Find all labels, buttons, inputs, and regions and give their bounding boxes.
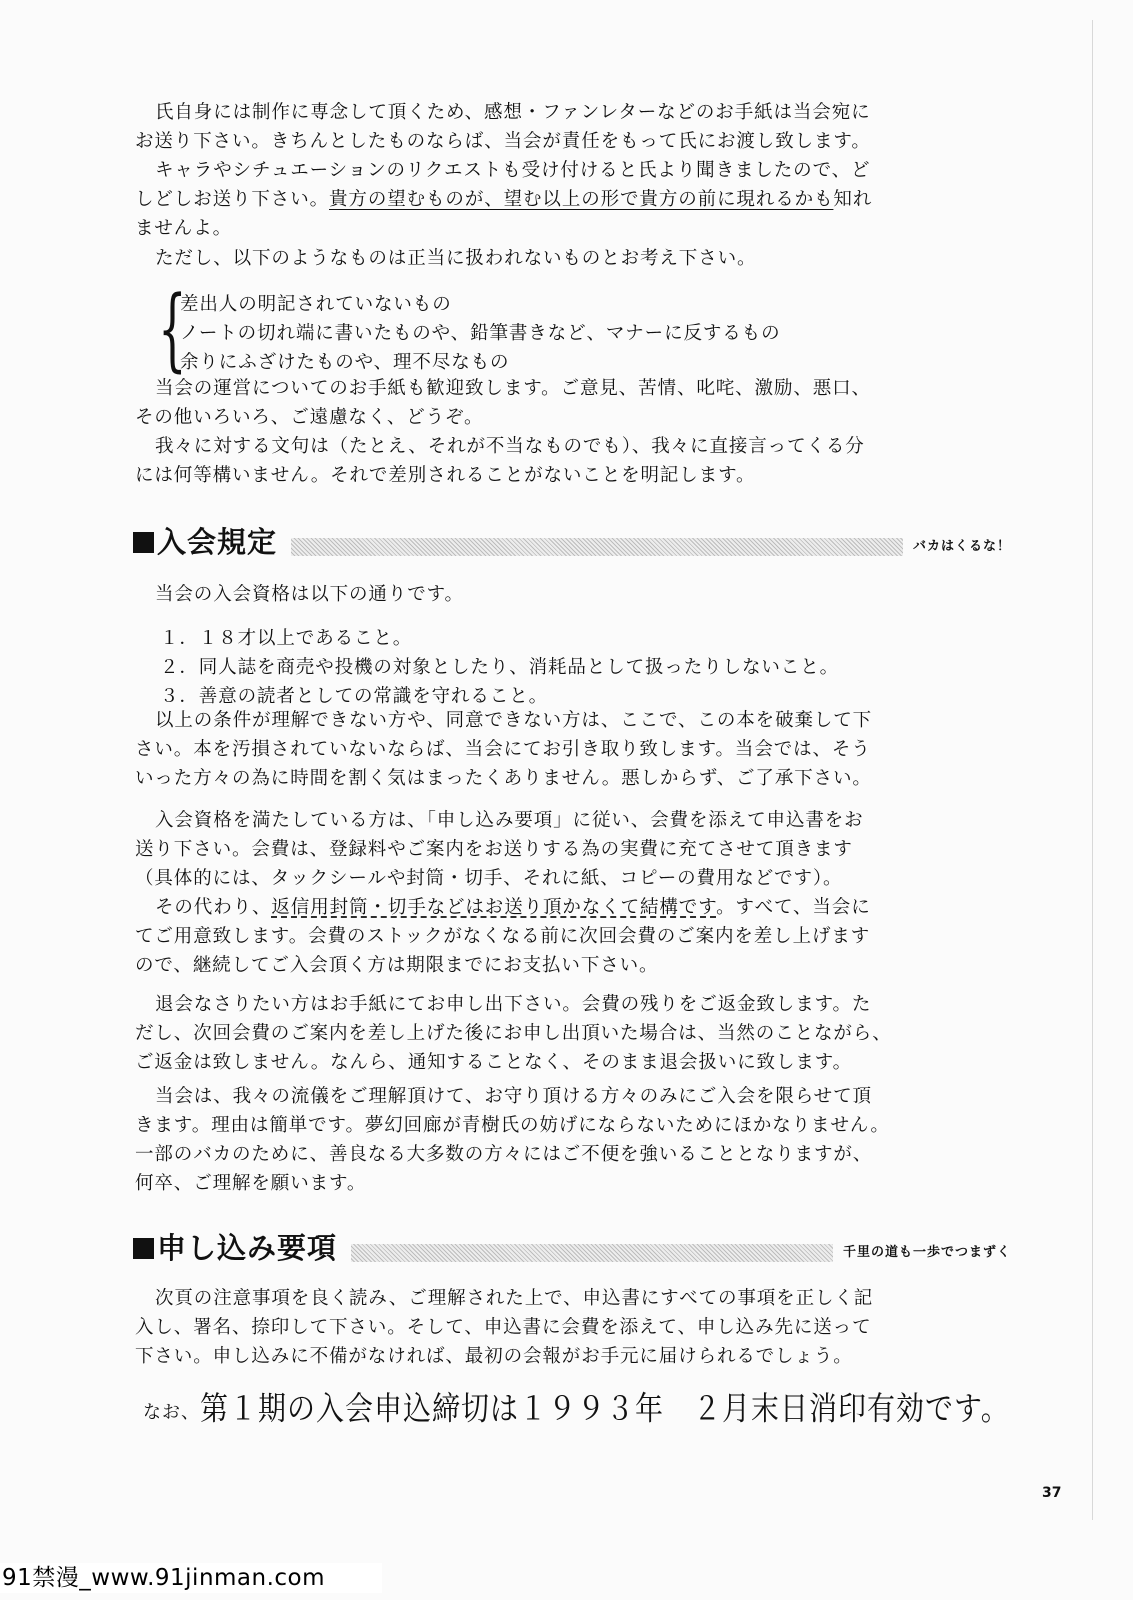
underlined-text: 貴方の望むものが、望む以上の形で貴方の前に現れるかも (329, 189, 834, 210)
intro-paragraph-4 (135, 374, 1025, 490)
text-line: きます。理由は簡単です。夢幻回廊が青樹氏の妨げにならないためにほかなりません。 (135, 1115, 890, 1136)
list-item: 差出人の明記されていないもの (180, 294, 452, 315)
watermark: 91禁漫_www.91jinman.com (0, 1563, 382, 1593)
section-heading-membership-rules (133, 520, 1013, 560)
section1-lead (135, 580, 1025, 609)
text-line: 入し、署名、捺印して下さい。そして、申込書に会費を添えて、申し込み先に送って (135, 1317, 872, 1338)
heading-title (133, 1230, 351, 1266)
text-line: 当会は、我々の流儀をご理解頂けて、お守り頂ける方々のみにご入会を限らせて頂 (155, 1086, 872, 1107)
text-line: 下さい。申し込みに不備がなければ、最初の会報がお手元に届けられるでしょう。 (135, 1346, 853, 1367)
underlined-text: 返信用封筒・切手などはお送り頂かなくて結構です (271, 897, 717, 918)
page-number: 37 (1042, 1485, 1062, 1501)
text-span: しどしお送り下さい。 (135, 189, 330, 210)
black-square-icon (133, 532, 154, 553)
text-line: 当会の入会資格は以下の通りです。 (155, 584, 464, 605)
text-line: てご用意致します。会費のストックがなくなる前に次回会費のご案内を差し上げます (135, 926, 871, 947)
text-line (135, 185, 1025, 214)
text-line: 我々に対する文句は（たとえ、それが不当なものでも）、我々に直接言ってくる分 (155, 436, 865, 457)
list-item: 余りにふざけたものや、理不尽なもの (180, 352, 510, 373)
section-heading-application (133, 1226, 1013, 1266)
heading-tagline: バカはくるな！ (903, 538, 1013, 556)
section1-paragraph-3 (135, 990, 1025, 1077)
text-line: 何卒、ご理解を願います。 (135, 1173, 367, 1194)
text-line: 次頁の注意事項を良く読み、ご理解された上で、申込書にすべての事項を正しく記 (155, 1288, 874, 1309)
text-span: 。すべて、当会に (716, 897, 871, 918)
intro-paragraph-1 (135, 98, 1025, 156)
section2-paragraph-1 (135, 1284, 1025, 1371)
section1-paragraph-4 (135, 1082, 1025, 1198)
intro-paragraph-3 (135, 244, 1025, 273)
curly-brace-icon: { (158, 277, 187, 382)
heading-title (133, 524, 291, 560)
deadline-notice (143, 1387, 1010, 1427)
text-line: いった方々の為に時間を割く気はまったくありません。悪しからず、ご了承下さい。 (135, 768, 872, 789)
black-square-icon (133, 1238, 154, 1259)
text-line: ので、継続してご入会頂く方は期限までにお支払い下さい。 (135, 955, 659, 976)
section1-paragraph-2 (135, 806, 1025, 980)
text-line: 一部のバカのために、善良なる大多数の方々にはご不便を強いることとなりますが、 (135, 1144, 873, 1165)
list-item: ノートの切れ端に書いたものや、鉛筆書きなど、マナーに反するもの (180, 323, 781, 344)
intro-paragraph-2 (135, 156, 1025, 243)
text-line: 当会の運営についてのお手紙も歓迎致します。ご意見、苦情、叱咤、激励、悪口、 (155, 378, 871, 399)
deadline-text: 第１期の入会申込締切は１９９３年 ２月末日消印有効です。 (200, 1389, 1010, 1428)
requirements-list (160, 624, 839, 711)
text-line: 送り下さい。会費は、登録料やご案内をお送りする為の実費に充てさせて頂きます (135, 839, 853, 860)
list-item: １．１８才以上であること。 (160, 628, 413, 649)
text-line: ただし、以下のようなものは正当に扱われないものとお考え下さい。 (155, 248, 757, 269)
heading-text: 入会規定 (157, 525, 278, 559)
heading-text: 申し込み要項 (157, 1231, 338, 1265)
text-line: だし、次回会費のご案内を差し上げた後にお申し出頂いた場合は、当然のことながら、 (135, 1023, 892, 1044)
text-span: その代わり、 (155, 897, 272, 918)
deadline-prefix: なお、 (143, 1402, 200, 1423)
text-line: （具体的には、タックシールや封筒・切手、それに紙、コピーの費用などです）。 (135, 868, 843, 889)
scan-edge-line (1092, 20, 1093, 1520)
text-line: その他いろいろ、ご遠慮なく、どうぞ。 (135, 407, 484, 428)
text-line: 入会資格を満たしている方は、「申し込み要項」に従い、会費を添えて申込書をお (155, 810, 864, 831)
text-line (135, 893, 1025, 922)
text-line: キャラやシチュエーションのリクエストも受け付けると氏より聞きましたので、ど (155, 160, 871, 181)
text-line: には何等構いません。それで差別されることがないことを明記します。 (135, 465, 756, 486)
heading-tagline: 千里の道も一歩でつまずく (833, 1244, 1013, 1262)
text-line: 退会なさりたい方はお手紙にてお申し出下さい。会費の残りをご返金致します。た (155, 994, 872, 1015)
list-item: ２．同人誌を商売や投機の対象としたり、消耗品として扱ったりしないこと。 (160, 657, 840, 678)
text-span: 知れ (833, 189, 873, 210)
list-item: ３．善意の読者としての常識を守れること。 (160, 686, 549, 707)
text-line: 氏自身には制作に専念して頂くため、感想・ファンレターなどのお手紙は当会宛に (155, 102, 871, 123)
text-line: ご返金は致しません。なんら、通知することなく、そのまま退会扱いに致します。 (135, 1052, 853, 1073)
text-line: ませんよ。 (135, 218, 233, 239)
text-line: さい。本を汚損されていないならば、当会にてお引き取り致します。当会では、そう (135, 739, 871, 760)
text-line: お送り下さい。きちんとしたものならば、当会が責任をもって氏にお渡し致します。 (135, 131, 871, 152)
text-line: 以上の条件が理解できない方や、同意できない方は、ここで、この本を破棄して下 (155, 710, 873, 731)
section1-paragraph-1 (135, 706, 1025, 793)
